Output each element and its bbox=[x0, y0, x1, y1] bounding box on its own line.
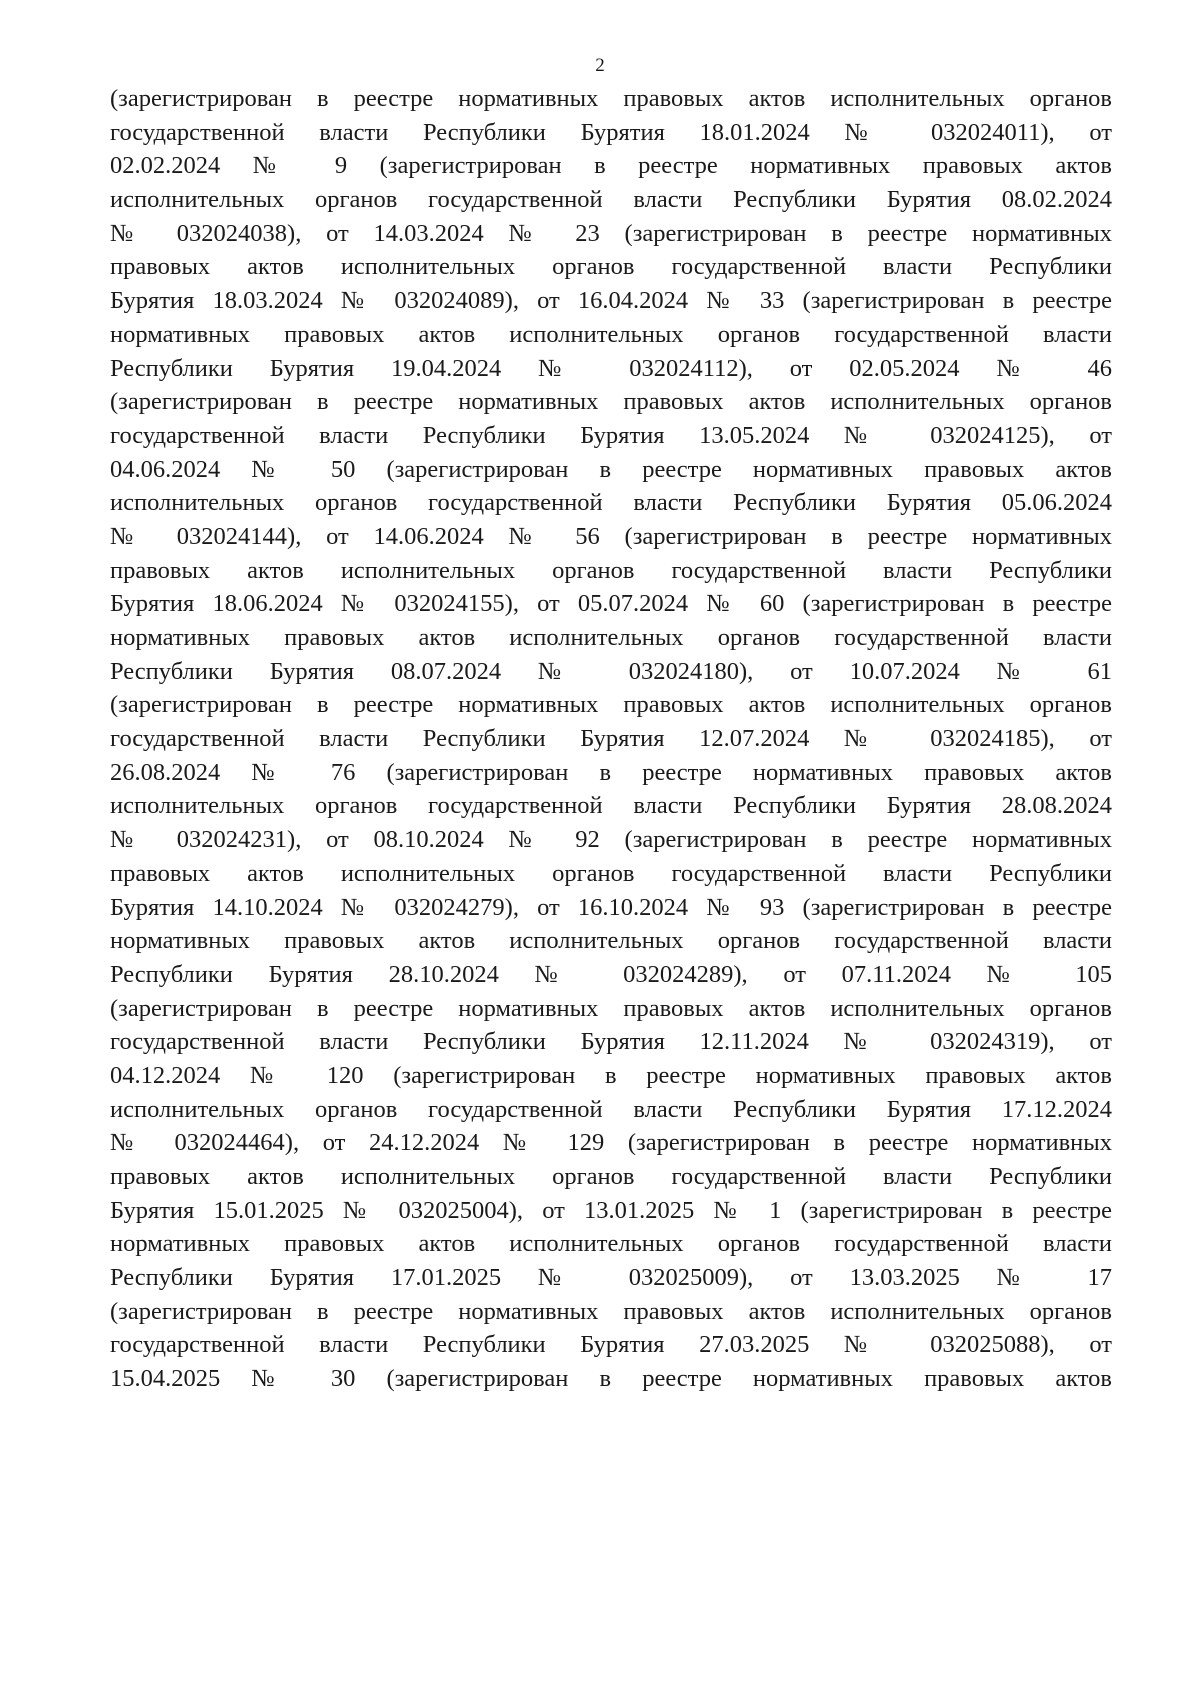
text-line: (зарегистрирован в реестре нормативных правовых актов исполнительных органов bbox=[110, 994, 1112, 1022]
text-line: Республики Бурятия 19.04.2024 № 032024112), от 02.05.2024 № 46 bbox=[110, 354, 1112, 382]
text-line: нормативных правовых актов исполнительных органов государственной власти bbox=[110, 320, 1112, 348]
text-line: Республики Бурятия 28.10.2024 № 032024289), от 07.11.2024 № 105 bbox=[110, 960, 1112, 988]
page-number: 2 bbox=[595, 55, 605, 76]
text-line: Бурятия 18.06.2024 № 032024155), от 05.07.2024 № 60 (зарегистрирован в реестре bbox=[110, 590, 1112, 618]
text-line: исполнительных органов государственной власти Республики Бурятия 17.12.2024 bbox=[110, 1095, 1112, 1123]
text-line: (зарегистрирован в реестре нормативных правовых актов исполнительных органов bbox=[110, 691, 1112, 719]
text-line: (зарегистрирован в реестре нормативных правовых актов исполнительных органов bbox=[110, 85, 1112, 112]
text-line: № 032024231), от 08.10.2024 № 92 (зарегистрирован в реестре нормативных bbox=[110, 826, 1112, 854]
text-line: нормативных правовых актов исполнительных органов государственной власти bbox=[110, 1230, 1112, 1258]
text-line: правовых актов исполнительных органов государственной власти Республики bbox=[110, 253, 1112, 281]
text-line: правовых актов исполнительных органов государственной власти Республики bbox=[110, 556, 1112, 584]
text-line: нормативных правовых актов исполнительных органов государственной власти bbox=[110, 927, 1112, 955]
text-line: Бурятия 18.03.2024 № 032024089), от 16.04.2024 № 33 (зарегистрирован в реестре bbox=[110, 287, 1112, 315]
text-line: 26.08.2024 № 76 (зарегистрирован в реестре нормативных правовых актов bbox=[110, 758, 1112, 786]
text-line: государственной власти Республики Бурятия 18.01.2024 № 032024011), от bbox=[110, 118, 1112, 146]
text-line: государственной власти Республики Бурятия 12.11.2024 № 032024319), от bbox=[110, 1028, 1112, 1056]
text-line: правовых актов исполнительных органов государственной власти Республики bbox=[110, 1163, 1112, 1190]
text-line: государственной власти Республики Бурятия 12.07.2024 № 032024185), от bbox=[110, 725, 1112, 753]
text-line: исполнительных органов государственной власти Республики Бурятия 28.08.2024 bbox=[110, 792, 1112, 820]
text-line: № 032024464), от 24.12.2024 № 129 (зарегистрирован в реестре нормативных bbox=[110, 1129, 1112, 1157]
text-line: 04.12.2024 № 120 (зарегистрирован в реестре нормативных правовых актов bbox=[110, 1061, 1112, 1089]
text-line: государственной власти Республики Бурятия 13.05.2024 № 032024125), от bbox=[110, 421, 1112, 449]
text-line: государственной власти Республики Бурятия 27.03.2025 № 032025088), от bbox=[110, 1331, 1112, 1359]
text-line: исполнительных органов государственной власти Республики Бурятия 08.02.2024 bbox=[110, 186, 1112, 214]
text-line: Республики Бурятия 08.07.2024 № 032024180), от 10.07.2024 № 61 bbox=[110, 657, 1112, 685]
text-line: правовых актов исполнительных органов государственной власти Республики bbox=[110, 859, 1112, 887]
text-line: № 032024144), от 14.06.2024 № 56 (зарегистрирован в реестре нормативных bbox=[110, 522, 1112, 550]
text-line: Бурятия 14.10.2024 № 032024279), от 16.10.2024 № 93 (зарегистрирован в реестре bbox=[110, 893, 1112, 921]
text-line: Бурятия 15.01.2025 № 032025004), от 13.01.2025 № 1 (зарегистрирован в реестре bbox=[110, 1196, 1112, 1224]
text-line: (зарегистрирован в реестре нормативных правовых актов исполнительных органов bbox=[110, 388, 1112, 416]
text-line: 15.04.2025 № 30 (зарегистрирован в реестре нормативных правовых актов bbox=[110, 1365, 1112, 1393]
text-line: № 032024038), от 14.03.2024 № 23 (зарегистрирован в реестре нормативных bbox=[110, 219, 1112, 247]
text-line: нормативных правовых актов исполнительных органов государственной власти bbox=[110, 624, 1112, 651]
text-line: 02.02.2024 № 9 (зарегистрирован в реестре нормативных правовых актов bbox=[110, 152, 1112, 180]
text-line: Республики Бурятия 17.01.2025 № 032025009), от 13.03.2025 № 17 bbox=[110, 1264, 1112, 1292]
body-text bbox=[110, 82, 1112, 1396]
text-line: 04.06.2024 № 50 (зарегистрирован в реестре нормативных правовых актов bbox=[110, 455, 1112, 483]
text-line: (зарегистрирован в реестре нормативных правовых актов исполнительных органов bbox=[110, 1297, 1112, 1325]
text-line: исполнительных органов государственной власти Республики Бурятия 05.06.2024 bbox=[110, 489, 1112, 517]
